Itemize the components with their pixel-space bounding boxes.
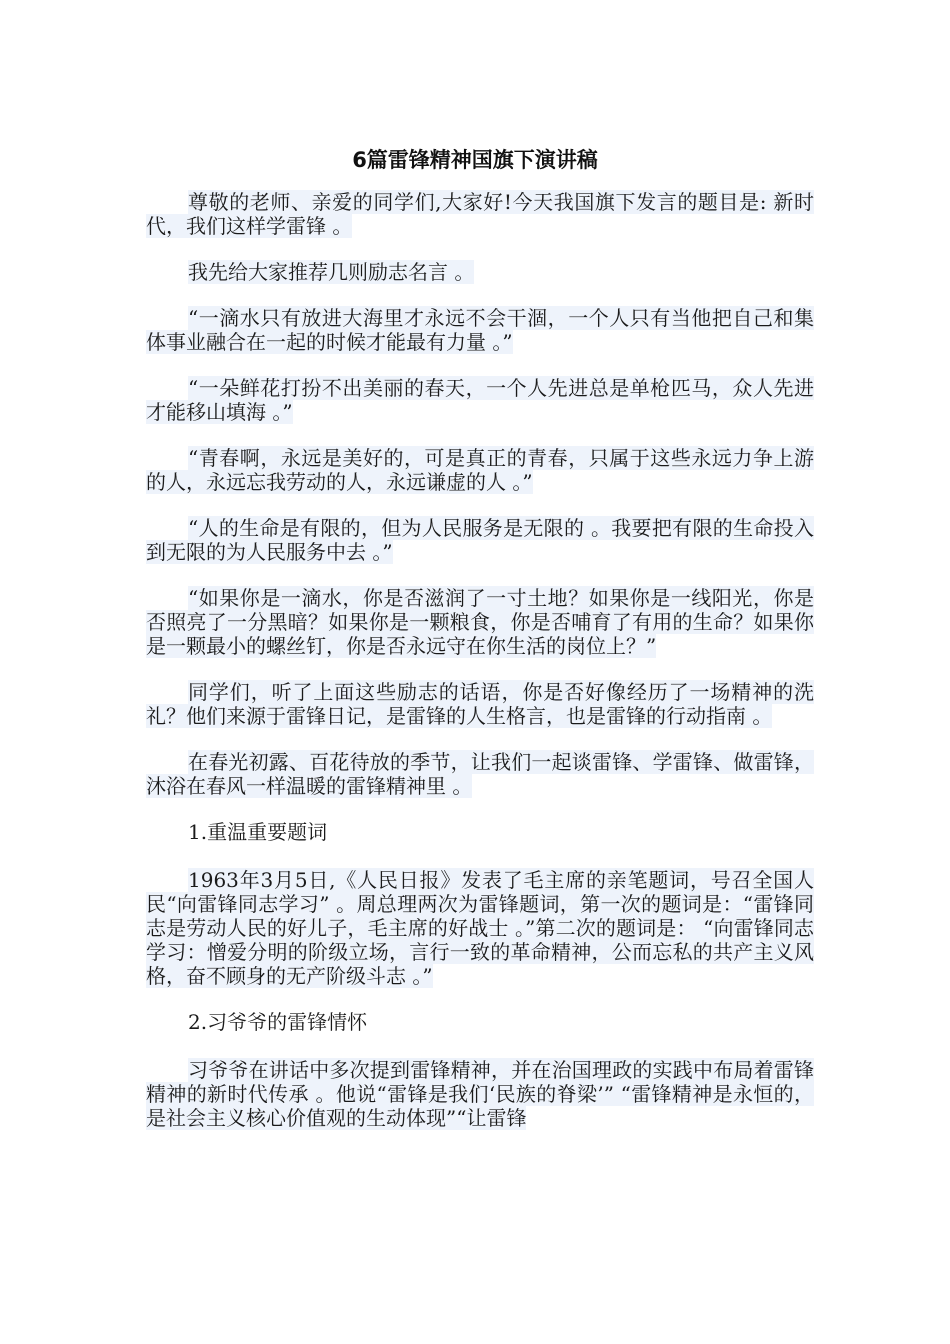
paragraph-quote-4 [146, 516, 814, 564]
document-body [146, 190, 814, 1152]
paragraph-text: 我先给大家推荐几则励志名言 。 [188, 260, 475, 284]
paragraph-text: 尊敬的老师、亲爱的同学们,大家好!今天我国旗下发言的题目是: 新时代，我们这样学雷锋 。 [146, 190, 814, 238]
paragraph-text: 同学们，听了上面这些励志的话语，你是否好像经历了一场精神的洗礼？他们来源于雷锋日记，是雷锋的人生格言，也是雷锋的行动指南 。 [146, 680, 814, 728]
paragraph-text: “一滴水只有放进大海里才永远不会干涸，一个人只有当他把自己和集体事业融合在一起的时候才能最有力量 。” [146, 306, 814, 354]
paragraph-text: “人的生命是有限的，但为人民服务是无限的 。我要把有限的生命投入到无限的为人民服务中去 。” [146, 516, 814, 564]
paragraph-quote-5 [146, 586, 814, 658]
paragraph-intro [146, 260, 814, 284]
paragraph-sentiment [146, 1058, 814, 1130]
paragraph-text: 在春光初露、百花待放的季节，让我们一起谈雷锋、学雷锋、做雷锋，沐浴在春风一样温暖的雷锋精神里 。 [146, 750, 814, 798]
paragraph-greeting [146, 190, 814, 238]
paragraph-inscriptions [146, 868, 814, 988]
paragraph-text: “一朵鲜花打扮不出美丽的春天，一个人先进总是单枪匹马，众人先进才能移山填海 。” [146, 376, 814, 424]
paragraph-quote-2 [146, 376, 814, 424]
section-heading-2: 2.习爷爷的雷锋情怀 [188, 1010, 368, 1034]
paragraph-text: “如果你是一滴水，你是否滋润了一寸土地？如果你是一线阳光，你是否照亮了一分黑暗？如果你是一颗粮食，你是否哺育了有用的生命？如果你是一颗最小的螺丝钉，你是否永远守在你生活的岗位上？” [146, 586, 814, 658]
paragraph-quote-1 [146, 306, 814, 354]
section-heading-1: 1.重温重要题词 [188, 820, 328, 844]
paragraph-season [146, 750, 814, 798]
paragraph-reflection [146, 680, 814, 728]
paragraph-quote-3 [146, 446, 814, 494]
paragraph-text: 1963年3月5日,《人民日报》发表了毛主席的亲笔题词，号召全国人民“向雷锋同志学习” 。周总理两次为雷锋题词，第一次的题词是：“雷锋同志是劳动人民的好儿子，毛主席的好战士 。”第二次的题词是： “向雷锋同志学习：憎爱分明的阶级立场，言行一致的革命精神，公而忘私的共产主义风格，奋不顾身的无产阶级斗志 。” [146, 868, 814, 988]
paragraph-text: “青春啊，永远是美好的，可是真正的青春，只属于这些永远力争上游的人，永远忘我劳动的人，永远谦虚的人 。” [146, 446, 814, 494]
document-title: 6篇雷锋精神国旗下演讲稿 [352, 148, 598, 172]
paragraph-text: 习爷爷在讲话中多次提到雷锋精神，并在治国理政的实践中布局着雷锋精神的新时代传承 。他说“雷锋是我们‘民族的脊梁’” “雷锋精神是永恒的，是社会主义核心价值观的生动体现”“让雷锋 [146, 1058, 814, 1130]
